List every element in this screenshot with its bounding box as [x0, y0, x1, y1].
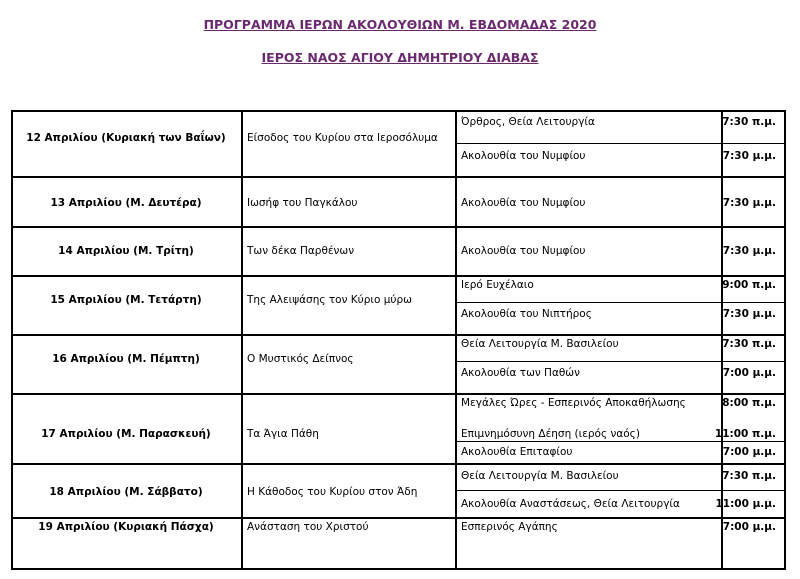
event-cell: Ο Μυστικός Δείπνος — [247, 353, 354, 365]
page-subtitle: ΙΕΡΟΣ ΝΑΟΣ ΑΓΙΟΥ ΔΗΜΗΤΡΙΟΥ ΔΙΑΒΑΣ — [261, 50, 539, 65]
sub-row-divider — [455, 143, 786, 144]
service-cell: Ακολουθία του Νυμφίου — [461, 197, 586, 209]
day-cell: 16 Απριλίου (Μ. Πέμπτη) — [52, 353, 200, 365]
sub-row-divider — [455, 490, 786, 491]
event-cell: Τα Άγια Πάθη — [247, 428, 319, 440]
sub-row-divider — [455, 302, 786, 303]
row-divider — [11, 275, 786, 277]
service-cell: Όρθρος, Θεία Λειτουργία — [461, 116, 595, 128]
row-divider — [11, 110, 786, 112]
table-border — [11, 110, 13, 570]
service-cell: Ακολουθία Επιταφίου — [461, 446, 573, 458]
service-cell: Επιμνημόσυνη Δέηση (ιερός ναός) — [461, 428, 640, 440]
service-cell: Ακολουθία του Νιπτήρος — [461, 308, 592, 320]
event-cell: Είσοδος του Κυρίου στα Ιεροσόλυμα — [247, 132, 438, 144]
service-cell: Εσπερινός Αγάπης — [461, 521, 558, 533]
row-divider — [11, 334, 786, 336]
page-title: ΠΡΟΓΡΑΜΜΑ ΙΕΡΩΝ ΑΚΟΛΟΥΘΙΩΝ Μ. ΕΒΔΟΜΑΔΑΣ 2020 — [203, 17, 597, 32]
time-cell: 7:30 π.μ. — [722, 338, 776, 350]
day-cell: 14 Απριλίου (Μ. Τρίτη) — [58, 245, 194, 257]
service-cell: Θεία Λειτουργία Μ. Βασιλείου — [461, 338, 619, 350]
sub-row-divider — [455, 361, 786, 362]
day-cell: 13 Απριλίου (Μ. Δευτέρα) — [50, 197, 202, 209]
time-cell: 7:30 μ.μ. — [722, 150, 776, 162]
row-divider — [11, 517, 786, 519]
day-cell: 18 Απριλίου (Μ. Σάββατο) — [49, 486, 203, 498]
time-cell: 7:30 μ.μ. — [722, 245, 776, 257]
service-cell: Μεγάλες Ώρες - Εσπερινός Αποκαθήλωσης — [461, 397, 686, 409]
time-cell: 7:00 μ.μ. — [722, 446, 776, 458]
time-cell: 8:00 π.μ. — [722, 397, 776, 409]
service-cell: Θεία Λειτουργία Μ. Βασιλείου — [461, 470, 619, 482]
row-divider — [11, 393, 786, 395]
time-cell: 11:00 π.μ. — [714, 428, 776, 440]
sub-row-divider — [455, 441, 786, 442]
time-cell: 11:00 μ.μ. — [715, 498, 776, 510]
service-cell: Ακολουθία Αναστάσεως, Θεία Λειτουργία — [461, 498, 680, 510]
day-cell: 19 Απριλίου (Κυριακή Πάσχα) — [38, 521, 214, 533]
day-cell: 15 Απριλίου (Μ. Τετάρτη) — [50, 294, 202, 306]
time-cell: 7:00 μ.μ. — [722, 367, 776, 379]
schedule-table — [11, 110, 786, 570]
row-divider — [11, 568, 786, 570]
event-cell: Η Κάθοδος του Κυρίου στον Άδη — [247, 486, 418, 498]
event-cell: Των δέκα Παρθένων — [247, 245, 355, 257]
time-cell: 7:30 π.μ. — [722, 116, 776, 128]
service-cell: Ακολουθία του Νυμφίου — [461, 150, 586, 162]
time-cell: 7:00 μ.μ. — [722, 521, 776, 533]
event-cell: Ιωσήφ του Παγκάλου — [247, 197, 358, 209]
service-cell: Ακολουθία των Παθών — [461, 367, 580, 379]
column-divider — [241, 110, 243, 570]
time-cell: 7:30 π.μ. — [722, 470, 776, 482]
day-cell: 17 Απριλίου (Μ. Παρασκευή) — [41, 428, 211, 440]
column-divider — [455, 110, 457, 570]
day-cell: 12 Απριλίου (Κυριακή των Βαΐων) — [26, 132, 226, 144]
row-divider — [11, 463, 786, 465]
service-cell: Ακολουθία του Νυμφίου — [461, 245, 586, 257]
table-border — [784, 110, 786, 570]
time-cell: 9:00 π.μ. — [722, 279, 776, 291]
time-cell: 7:30 μ.μ. — [722, 308, 776, 320]
event-cell: Της Αλειψάσης τον Κύριο μύρω — [247, 294, 412, 306]
service-cell: Ιερό Ευχέλαιο — [461, 279, 534, 291]
row-divider — [11, 226, 786, 228]
event-cell: Ανάσταση του Χριστού — [247, 521, 369, 533]
row-divider — [11, 176, 786, 178]
time-cell: 7:30 μ.μ. — [722, 197, 776, 209]
